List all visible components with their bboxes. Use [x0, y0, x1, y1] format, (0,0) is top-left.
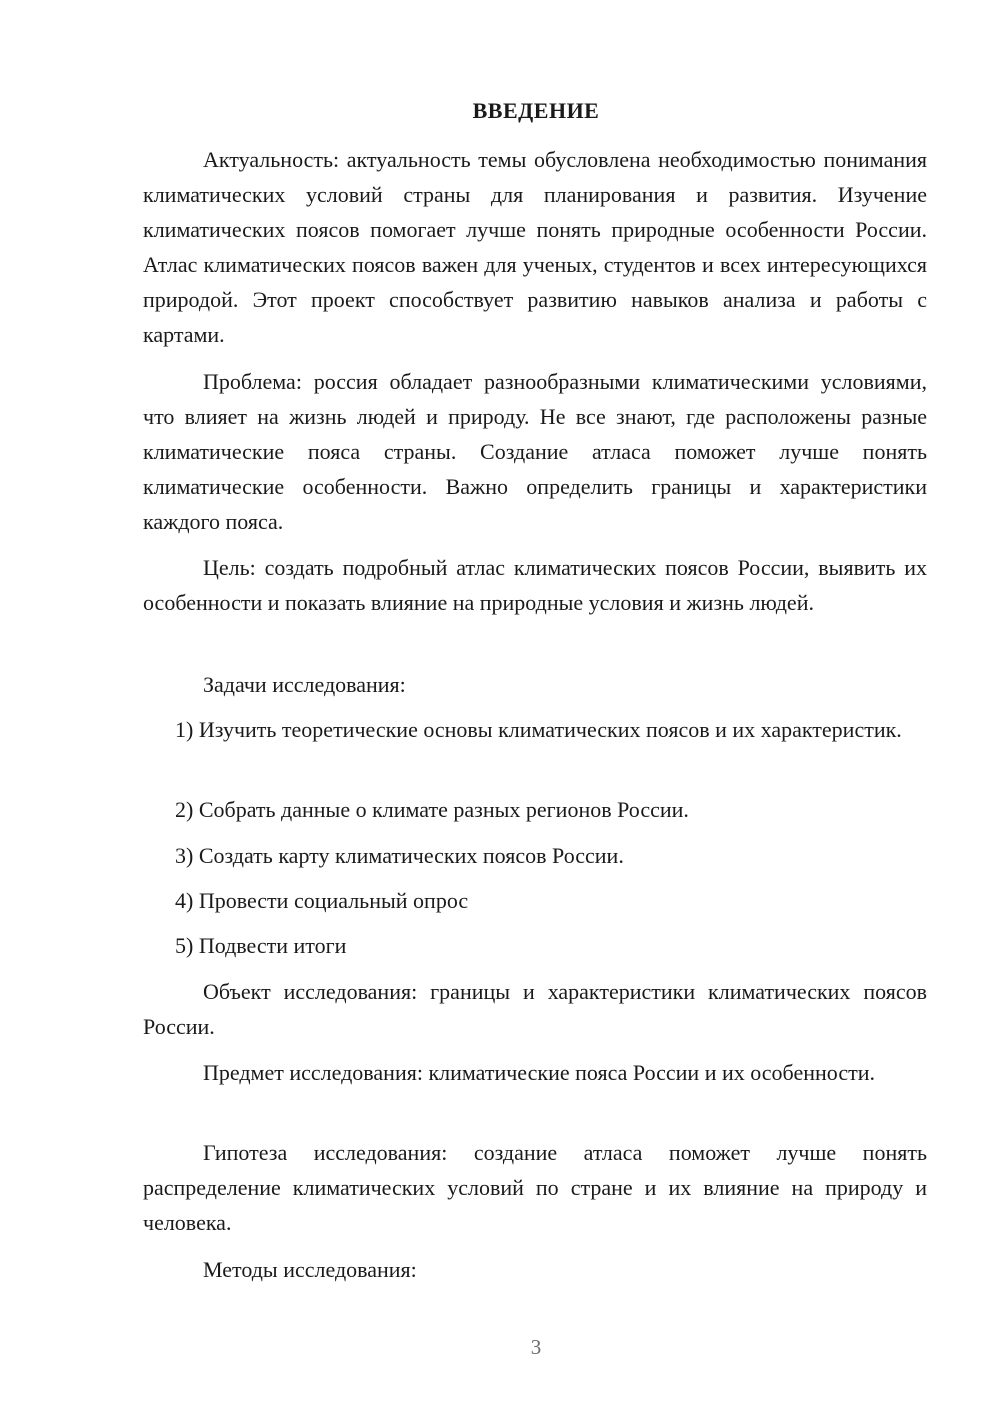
paragraph-goal: Цель: создать подробный атлас климатических поясов России, выявить их особенности и показать влияние на природные условия и жизнь людей.	[143, 555, 927, 615]
page-title: ВВЕДЕНИЕ	[472, 98, 600, 123]
page-number: 3	[530, 1335, 542, 1359]
task-item: 2) Собрать данные о климате разных регионов России.	[175, 797, 689, 822]
task-item: 5) Подвести итоги	[175, 933, 347, 958]
paragraph-relevance: Актуальность: актуальность темы обусловлена необходимостью понимания климатических условий страны для планирования и развития. Изучение климатических поясов помогает лучше понять природные особенности России. Атлас климатических поясов важен для ученых, студентов и всех интересующихся природой. Этот проект способствует развитию навыков анализа и работы с картами.	[143, 147, 927, 347]
methods-heading: Методы исследования:	[203, 1257, 417, 1282]
task-item: 4) Провести социальный опрос	[175, 888, 469, 913]
paragraph-object: Объект исследования: границы и характеристики климатических поясов России.	[143, 979, 927, 1039]
paragraph-hypothesis: Гипотеза исследования: создание атласа поможет лучше понять распределение климатических условий по стране и их влияние на природу и человека.	[143, 1140, 927, 1235]
paragraph-problem: Проблема: россия обладает разнообразными климатическими условиями, что влияет на жизнь людей и природу. Не все знают, где расположены разные климатические пояса страны. Создание атласа поможет лучше понять климатические особенности. Важно определить границы и характеристики каждого пояса.	[143, 369, 927, 534]
task-item: 1) Изучить теоретические основы климатических поясов и их характеристик.	[175, 717, 902, 742]
tasks-heading: Задачи исследования:	[203, 672, 406, 697]
task-item: 3) Создать карту климатических поясов России.	[175, 843, 624, 868]
paragraph-subject: Предмет исследования: климатические пояса России и их особенности.	[203, 1060, 875, 1085]
